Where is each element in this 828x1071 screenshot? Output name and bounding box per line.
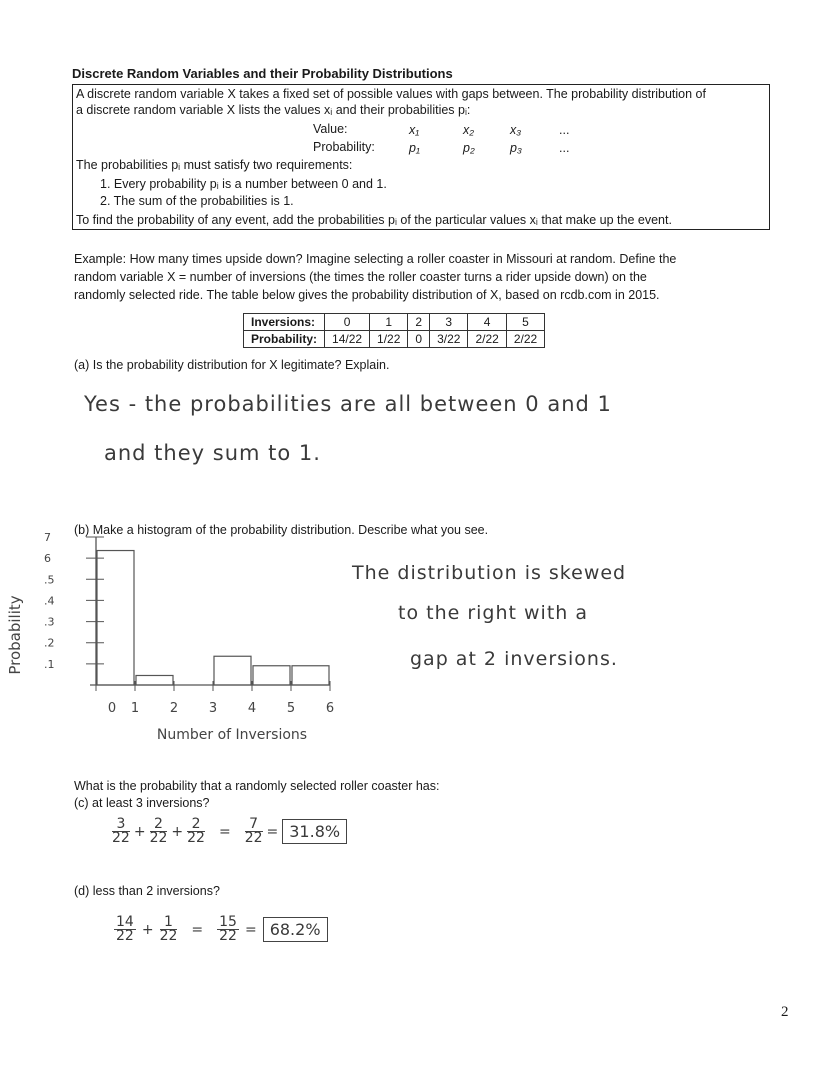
distribution-table [243, 313, 545, 348]
example-paragraph [74, 250, 676, 304]
fraction-numerator: 15 [219, 914, 237, 930]
question-b: (b) Make a histogram of the probability distribution. Describe what you see. [74, 523, 489, 537]
example-line-1: Example: How many times upside down? Imagine selecting a roller coaster in Missouri at random. Define the [74, 252, 677, 266]
definition-line-1: A discrete random variable X takes a fixed set of possible values with gaps between. The probability distribution of [76, 87, 706, 101]
equals-sign: = [244, 921, 257, 938]
x-ticks-group [96, 681, 334, 716]
fraction-numerator: 2 [187, 818, 205, 832]
fraction-term [187, 818, 205, 845]
x-tick-label: 2 [169, 701, 179, 716]
prob-p1: p₁ [409, 141, 420, 155]
prob-p2: p₂ [463, 141, 475, 155]
y-tick-label: 7 [44, 531, 51, 544]
value-x2: x₂ [463, 123, 475, 137]
x-tick-label: 1 [130, 701, 140, 716]
histogram-bar-3 [214, 656, 251, 685]
example-line-3: randomly selected ride. The table below gives the probability distribution of X, based on rcdb.com in 2015. [74, 288, 660, 302]
description-line-3: gap at 2 inversions. [410, 648, 618, 670]
fraction-denominator: 22 [159, 928, 178, 944]
definition-box [72, 84, 770, 230]
equals-sign: = [266, 823, 279, 840]
fraction-term [112, 818, 130, 845]
histogram-bar-0 [97, 551, 134, 685]
answer-a-line-1: Yes - the probabilities are all between 0 and 1 [84, 392, 612, 416]
prob-ellipsis: ... [559, 141, 570, 155]
fraction-result [217, 916, 239, 943]
value-label: Value: [313, 122, 348, 136]
plus-sign: + [171, 823, 184, 840]
x-tick-label: 4 [247, 701, 257, 716]
table-cell: 2 [408, 314, 430, 331]
y-tick-label: .4 [44, 594, 55, 608]
table-cell: 5 [506, 314, 544, 331]
fraction-term [160, 916, 178, 943]
page-number: 2 [781, 1004, 789, 1020]
description-line-1: The distribution is skewed [352, 562, 627, 584]
cd-intro: What is the probability that a randomly selected roller coaster has: [74, 779, 440, 793]
fraction-term [114, 916, 136, 943]
requirements-intro: The probabilities pᵢ must satisfy two requirements: [76, 158, 353, 172]
probability-label: Probability: [313, 140, 375, 154]
table-header-inversions: Inversions: [244, 314, 325, 331]
x-axis-label: Number of Inversions [156, 727, 308, 743]
definition-line-2: a discrete random variable X lists the values xᵢ and their probabilities pᵢ: [76, 103, 471, 117]
value-x1: x₁ [409, 123, 420, 137]
x-tick-label: 0 [107, 701, 117, 716]
question-a: (a) Is the probability distribution for X legitimate? Explain. [74, 358, 390, 372]
event-rule: To find the probability of any event, add the probabilities pᵢ of the particular values xᵢ that make up the event. [76, 213, 672, 227]
table-cell: 2/22 [506, 331, 544, 348]
prob-p3: p₃ [510, 141, 522, 155]
plus-sign: + [133, 823, 146, 840]
requirement-1: 1. Every probability pᵢ is a number between 0 and 1. [100, 177, 387, 191]
fraction-denominator: 22 [244, 830, 263, 846]
value-x3: x₃ [510, 123, 522, 137]
equals-sign: = [191, 921, 204, 938]
table-cell: 0 [325, 314, 370, 331]
table-cell: 1 [370, 314, 408, 331]
answer-a-line-2: and they sum to 1. [104, 441, 321, 465]
x-tick-label: 5 [286, 701, 296, 716]
fraction-numerator: 14 [116, 914, 134, 930]
answer-d-box: 68.2% [263, 917, 328, 942]
equals-sign: = [218, 823, 231, 840]
answer-c-box: 31.8% [282, 819, 347, 844]
answer-c-work [112, 818, 347, 845]
question-c: (c) at least 3 inversions? [74, 796, 210, 810]
histogram-bar-4 [253, 666, 290, 685]
answer-d-work [114, 916, 328, 943]
fraction-numerator: 1 [160, 916, 178, 930]
fraction-numerator: 7 [245, 818, 263, 832]
fraction-denominator: 22 [149, 830, 168, 846]
histogram-bar-5 [292, 666, 329, 685]
x-tick-label: 3 [208, 701, 218, 716]
table-row-inversions [244, 314, 545, 331]
table-cell: 3/22 [430, 331, 468, 348]
fraction-numerator: 3 [112, 818, 130, 832]
value-ellipsis: ... [559, 123, 570, 137]
x-tick-label: 6 [325, 701, 335, 716]
example-line-2: random variable X = number of inversions (the times the roller coaster turns a rider upside down) on the [74, 270, 647, 284]
y-ticks-group [44, 531, 104, 671]
table-cell: 2/22 [468, 331, 506, 348]
fraction-result [245, 818, 263, 845]
y-axis-label: Probability [6, 595, 24, 675]
y-tick-label: .3 [44, 615, 55, 629]
requirement-2: 2. The sum of the probabilities is 1. [100, 194, 294, 208]
y-tick-label: 6 [44, 552, 51, 566]
section-title: Discrete Random Variables and their Probability Distributions [72, 66, 453, 81]
plus-sign: + [141, 921, 154, 938]
y-tick-label: .1 [44, 657, 55, 671]
table-cell: 4 [468, 314, 506, 331]
histogram-chart [0, 525, 360, 755]
table-row-probability [244, 331, 545, 348]
fraction-denominator: 22 [219, 928, 237, 944]
fraction-denominator: 22 [112, 830, 130, 846]
table-cell: 0 [408, 331, 430, 348]
table-cell: 14/22 [325, 331, 370, 348]
description-line-2: to the right with a [398, 602, 589, 624]
fraction-denominator: 22 [187, 830, 205, 846]
fraction-term [150, 818, 168, 845]
histogram-bar-1 [136, 675, 173, 685]
fraction-denominator: 22 [116, 928, 134, 944]
table-header-probability: Probability: [244, 331, 325, 348]
y-tick-label: .5 [44, 573, 55, 587]
question-d: (d) less than 2 inversions? [74, 884, 220, 898]
table-cell: 1/22 [370, 331, 408, 348]
y-tick-label: .2 [44, 636, 55, 650]
bars-group [97, 551, 329, 685]
fraction-numerator: 2 [150, 818, 168, 832]
table-cell: 3 [430, 314, 468, 331]
